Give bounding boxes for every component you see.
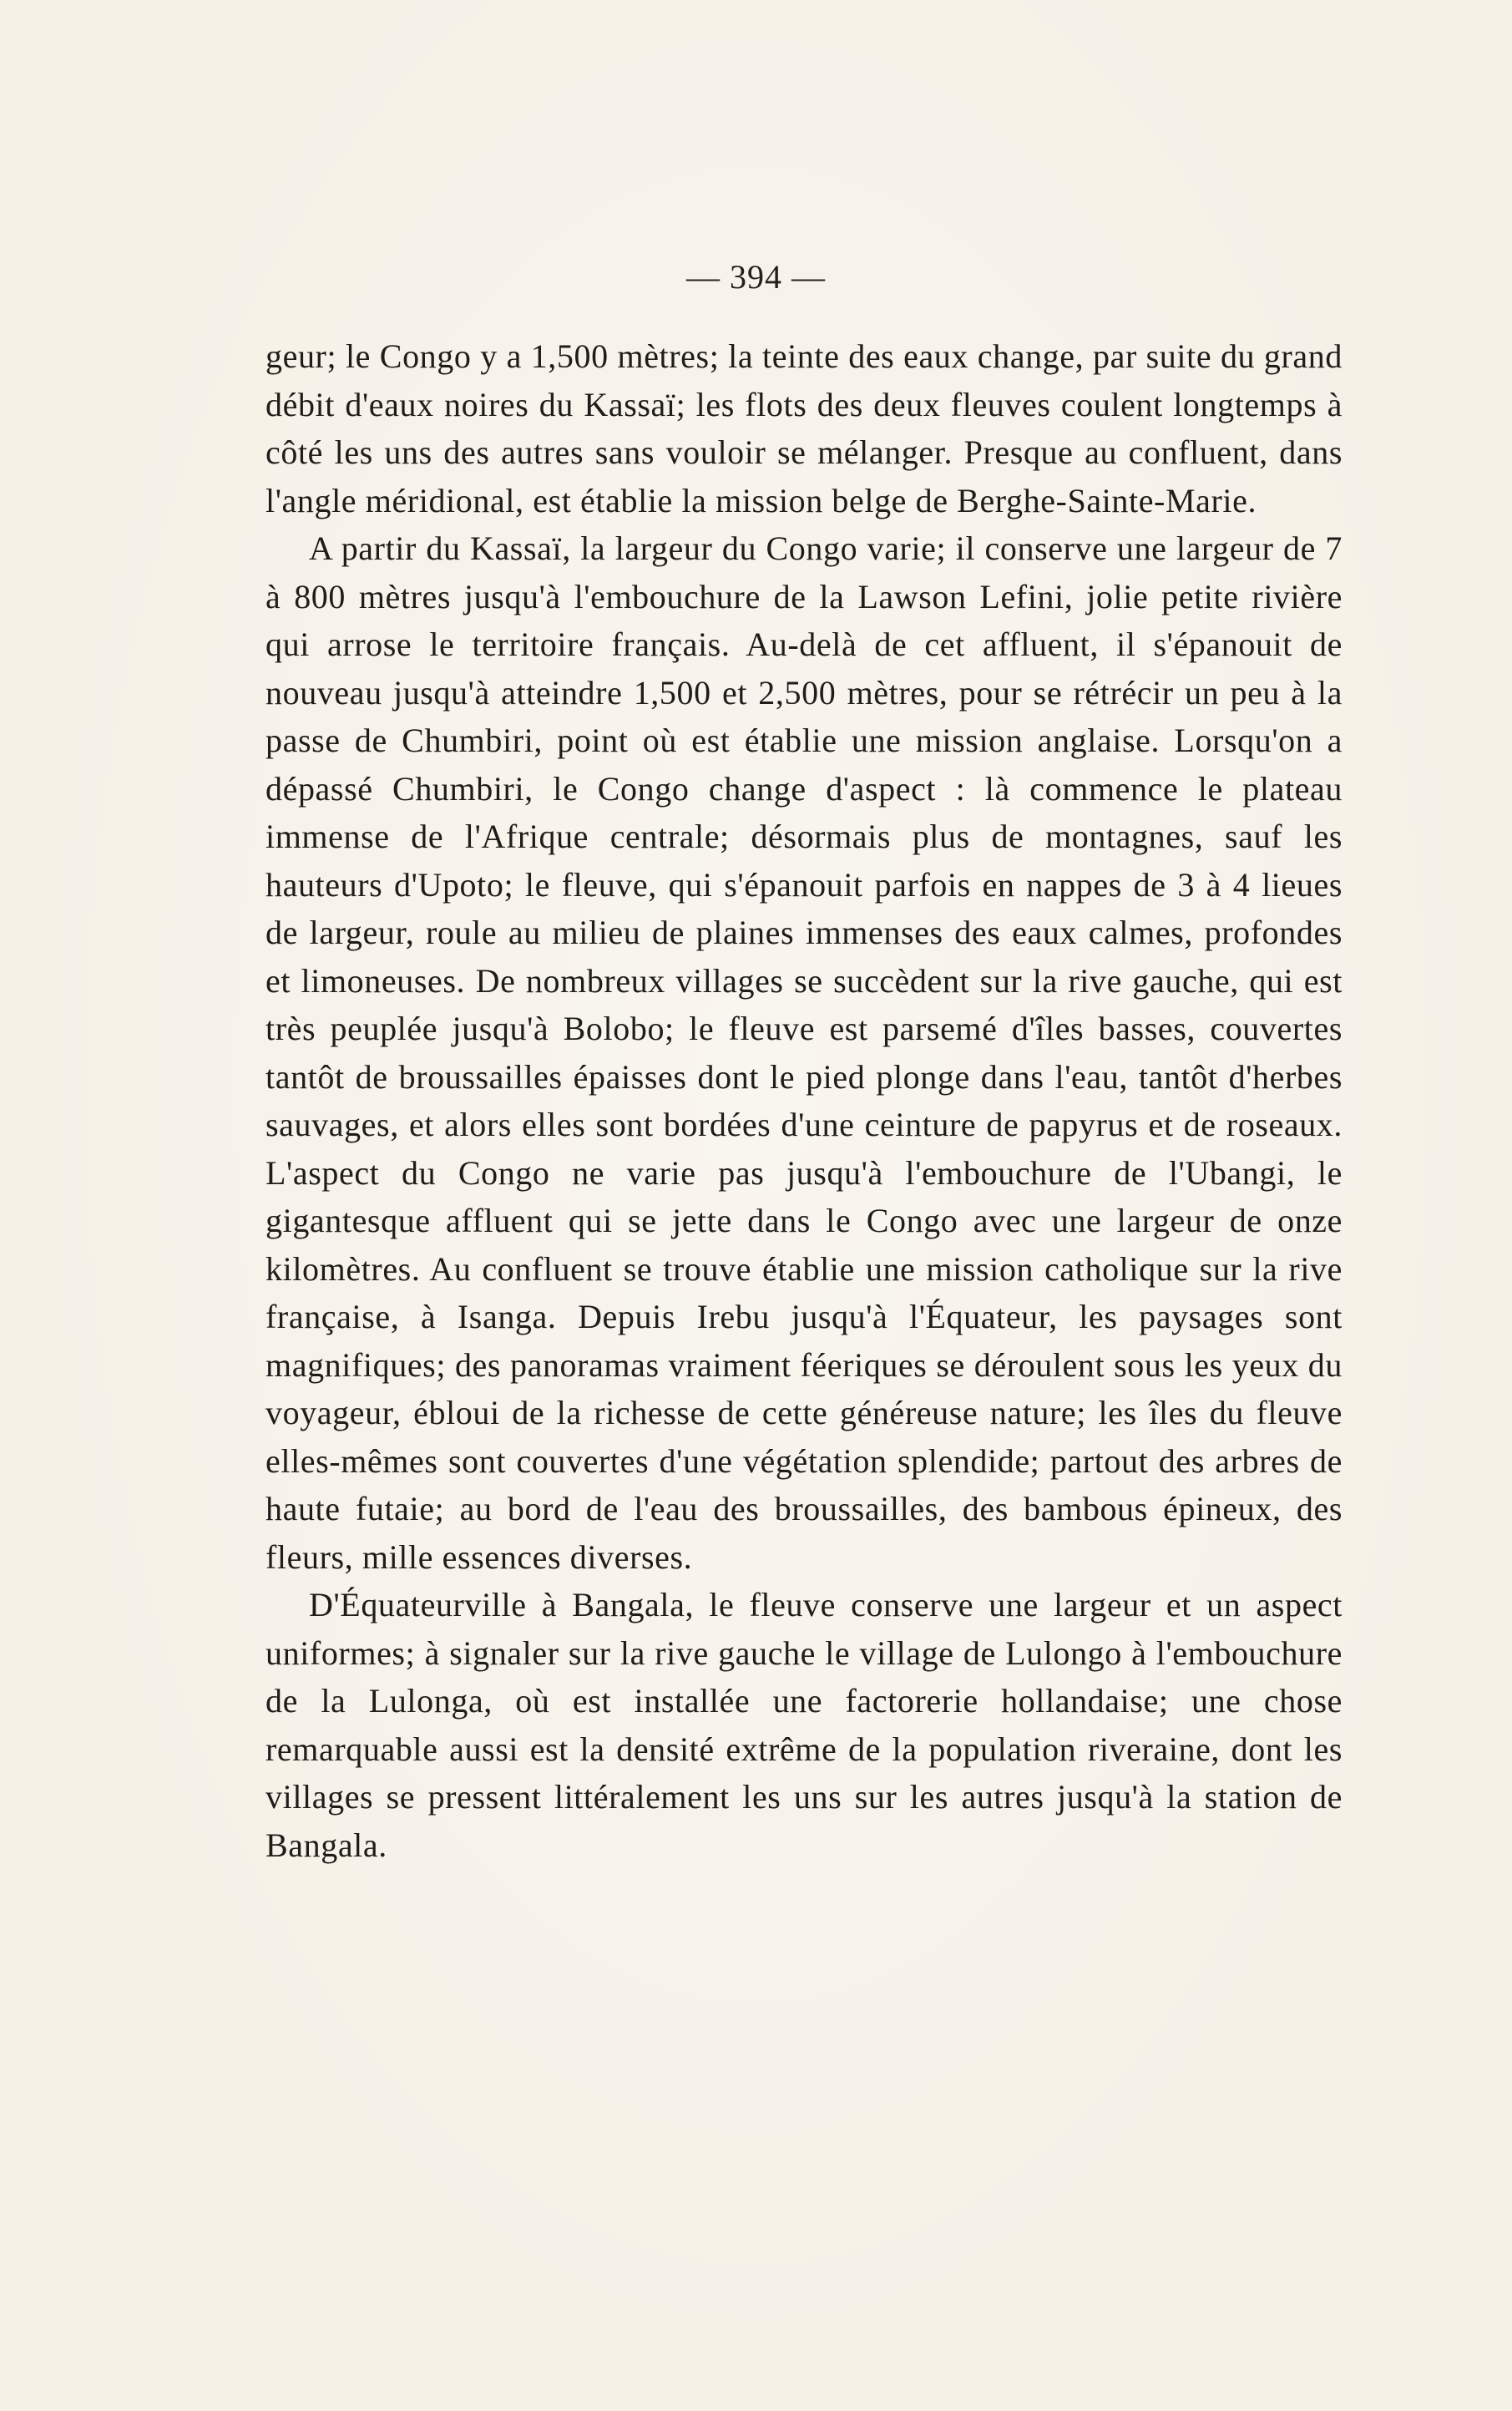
paragraph-equateurville-to-bangala: D'Équateurville à Bangala, le fleuve conserve une largeur et un aspect uniformes; à signaler sur la rive gauche le village de Lulongo à l'embouchure de la Lulonga, où est installée une factorerie hollandaise; une chose remarquable aussi est la densité extrême de la population riveraine, dont les villages se pressent littéralement les uns sur les autres jusqu'à la station de Bangala. [265,1586,1343,1864]
paragraph-kassai-to-equateur: A partir du Kassaï, la largeur du Congo varie; il conserve une largeur de 7 à 800 mètres jusqu'à l'embouchure de la Lawson Lefini, jolie petite rivière qui arrose le territoire français. Au-delà de cet affluent, il s'épanouit de nouveau jusqu'à atteindre 1,500 et 2,500 mètres, pour se rétrécir un peu à la passe de Chumbiri, point où est établie une mission anglaise. Lorsqu'on a dépassé Chumbiri, le Congo change d'aspect : là commence le plateau immense de l'Afrique centrale; désormais plus de montagnes, sauf les hauteurs d'Upoto; le fleuve, qui s'épanouit parfois en nappes de 3 à 4 lieues de largeur, roule au milieu de plaines immenses des eaux calmes, profondes et limoneuses. De nombreux villages se succèdent sur la rive gauche, qui est très peuplée jusqu'à Bolobo; le fleuve est parsemé d'îles basses, couvertes tantôt de broussailles épaisses dont le pied plonge dans l'eau, tantôt d'herbes sauvages, et alors elles sont bordées d'une ceinture de papyrus et de roseaux. L'aspect du Congo ne varie pas jusqu'à l'embouchure de l'Ubangi, le gigantesque affluent qui se jette dans le Congo avec une largeur de onze kilomètres. Au confluent se trouve établie une mission catholique sur la rive française, à Isanga. Depuis Irebu jusqu'à l'Équateur, les paysages sont magnifiques; des panoramas vraiment féeriques se déroulent sous les yeux du voyageur, ébloui de la richesse de cette généreuse nature; les îles du fleuve elles-mêmes sont couvertes d'une végétation splendide; partout des arbres de haute futaie; au bord de l'eau des broussailles, des bambous épineux, des fleurs, mille essences diverses. [265,529,1343,1576]
body-text [265,332,1343,1869]
paragraph-continuation: geur; le Congo y a 1,500 mètres; la teinte des eaux change, par suite du grand débit d'eaux noires du Kassaï; les flots des deux fleuves coulent longtemps à côté les uns des autres sans vouloir se mélanger. Presque au confluent, dans l'angle méridional, est établie la mission belge de Berghe-Sainte-Marie. [265,337,1343,519]
page-number: — 394 — [686,258,826,296]
